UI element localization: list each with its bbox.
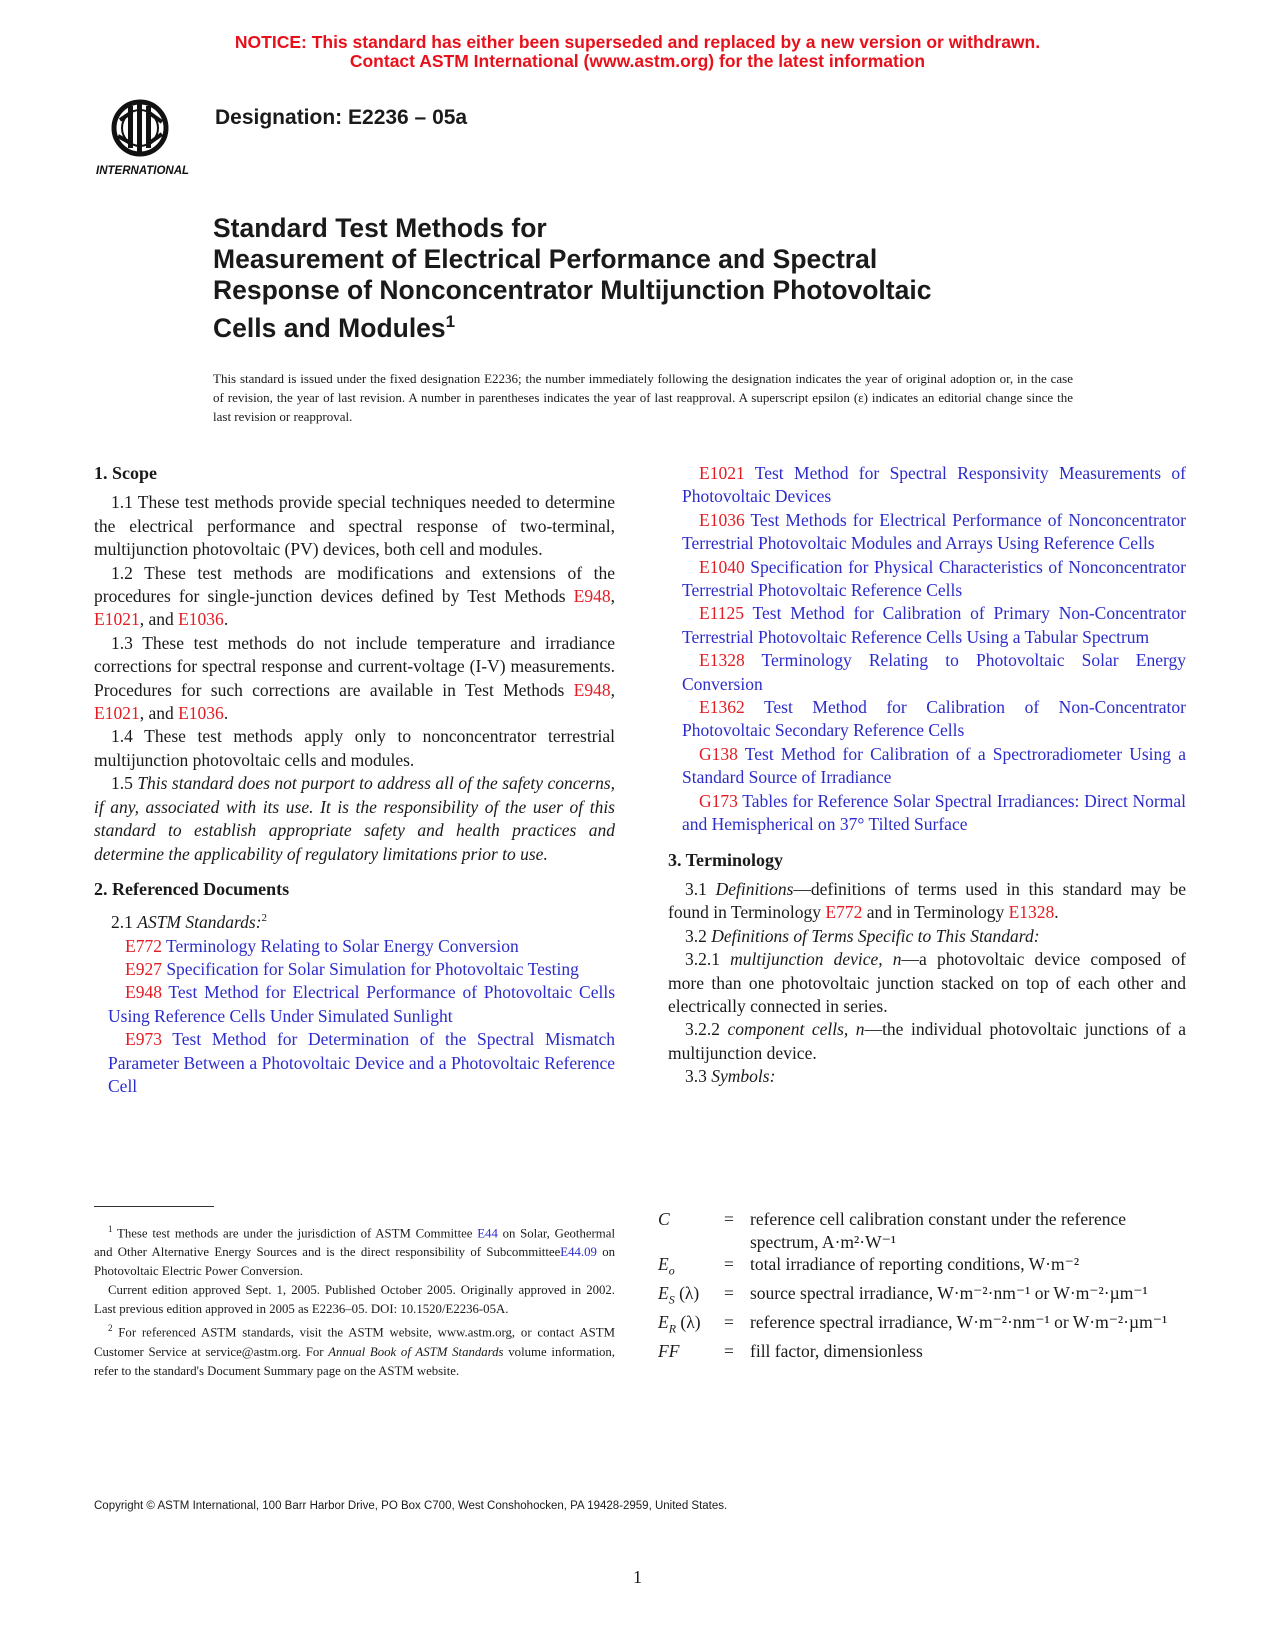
symbol-definition: fill factor, dimensionless <box>750 1341 923 1361</box>
symbol-equals: = <box>724 1283 734 1303</box>
symbol-definition: total irradiance of reporting conditions, W·m⁻² <box>750 1254 1080 1274</box>
reference-title[interactable]: Test Method for Electrical Performance of Photovoltaic Cells Using Reference Cells Under Simulated Sunlight <box>108 982 616 1026</box>
section-referenced-heading: 2. Referenced Documents <box>94 878 290 899</box>
footnotes <box>94 1220 615 1381</box>
reference-code[interactable]: E772 <box>125 935 162 956</box>
reference-item[interactable] <box>668 462 1186 509</box>
symbol-row <box>658 1311 1188 1340</box>
reference-code[interactable]: E1040 <box>699 556 745 577</box>
footnote-2: $^2$ For referenced ASTM standards, visit the ASTM website, www.astm.org, or contact ASTM Customer Service at service@astm.org. For Annual Book of ASTM Standards volume information, refer to the standard's Document Summary page on the ASTM website. <box>94 1323 616 1378</box>
reference-item[interactable] <box>668 649 1186 696</box>
reference-title[interactable]: Tables for Reference Solar Spectral Irradiances: Direct Normal and Hemispherical on 37° Tilted Surface <box>682 790 1186 835</box>
symbol-row <box>658 1282 1188 1311</box>
right-column <box>668 462 1186 1089</box>
reference-title[interactable]: Terminology Relating to Photovoltaic Solar Energy Conversion <box>682 650 1186 694</box>
reference-list-right <box>668 462 1186 837</box>
symbols-list <box>658 1208 1188 1369</box>
link-e1328[interactable]: E1328 <box>1008 902 1055 923</box>
reference-item[interactable] <box>668 743 1186 790</box>
section-scope-heading: 1. Scope <box>94 463 157 483</box>
symbol-equals: = <box>724 1312 734 1332</box>
logo-wordmark: INTERNATIONAL <box>96 165 190 177</box>
designation: Designation: E2236 – 05a <box>215 106 468 129</box>
reference-code[interactable]: E1328 <box>699 650 745 671</box>
notice-line-1: NOTICE: This standard has either been superseded and replaced by a new version or withdrawn. <box>234 32 1041 52</box>
reference-code[interactable]: E1362 <box>699 697 745 718</box>
symbol-definition: reference spectral irradiance, W·m⁻²·nm⁻¹ or W·m⁻²·µm⁻¹ <box>750 1312 1168 1332</box>
footnote-1-edition: Current edition approved Sept. 1, 2005. Published October 2005. Originally approved in 2002. Last previous edition approved in 2005 as E2236–05. DOI: 10.1520/E2236-05A. <box>94 1283 615 1317</box>
withdrawal-notice <box>0 33 1275 71</box>
reference-code[interactable]: E1021 <box>699 463 745 483</box>
scope-1-5: 1.5 This standard does not purport to address all of the safety concerns, if any, associated with its use. It is the responsibility of the user of this standard to establish appropriate safety and health practices and determine the applicability of regulatory limitations prior to use. <box>94 773 616 864</box>
scope-1-4: 1.4 These test methods apply only to nonconcentrator terrestrial multijunction photovoltaic cells and modules. <box>94 726 615 770</box>
reference-item[interactable] <box>668 696 1186 743</box>
terminology-3-3: 3.3 Symbols: <box>685 1066 776 1087</box>
symbol-key: $E_o$ <box>658 1254 675 1278</box>
reference-code[interactable]: G173 <box>699 790 738 811</box>
reference-code[interactable]: E1036 <box>699 509 745 530</box>
symbol-row <box>658 1253 1188 1282</box>
symbol-key: $E_R$ (λ) <box>658 1312 701 1336</box>
link-e1021[interactable]: E1021 <box>94 609 140 630</box>
terminology-3-2-1: 3.2.1 multijunction device, n—a photovoltaic device composed of more than one photovoltaic junction stacked on top of each other and electrically connected in series. <box>668 949 1187 1016</box>
reference-item[interactable] <box>94 1028 615 1098</box>
terminology-3-1: 3.1 Definitions—definitions of terms used in this standard may be found in Terminology E772 and in Terminology E1328. <box>668 878 1187 923</box>
document-title <box>213 213 1113 344</box>
reference-title[interactable]: Test Method for Calibration of a Spectroradiometer Using a Standard Source of Irradiance <box>682 743 1186 788</box>
reference-code[interactable]: E973 <box>125 1029 162 1050</box>
reference-title[interactable]: Test Method for Calibration of Primary Non-Concentrator Terrestrial Photovoltaic Reference Cells Using a Tabular Spectrum <box>682 603 1187 647</box>
link-e1021[interactable]: E1021 <box>94 703 140 724</box>
reference-item[interactable] <box>668 509 1186 556</box>
symbol-definition: source spectral irradiance, W·m⁻²·nm⁻¹ or W·m⁻²·µm⁻¹ <box>750 1283 1148 1303</box>
link-e772[interactable]: E772 <box>825 902 863 923</box>
title-line-2: Measurement of Electrical Performance and Spectral <box>213 244 878 274</box>
page-number: 1 <box>633 1567 642 1587</box>
scope-1-2: 1.2 These test methods are modifications and extensions of the procedures for single-junction devices defined by Test Methods E948, E1021, and E1036. <box>94 562 615 630</box>
symbol-equals: = <box>724 1209 734 1229</box>
copyright: Copyright © ASTM International, 100 Barr Harbor Drive, PO Box C700, West Conshohocken, PA 19428-2959, United States. <box>94 1500 728 1512</box>
reference-item[interactable] <box>668 556 1186 603</box>
symbol-row <box>658 1340 1188 1369</box>
referenced-2-1: 2.1 ASTM Standards:$^2$ <box>111 912 268 933</box>
reference-code[interactable]: E948 <box>125 982 162 1003</box>
symbol-equals: = <box>724 1341 734 1361</box>
reference-title[interactable]: Test Method for Determination of the Spectral Mismatch Parameter Between a Photovoltaic Device and a Photovoltaic Reference Cell <box>108 1029 615 1096</box>
symbol-key: FF <box>658 1341 680 1361</box>
reference-title[interactable]: Test Method for Calibration of Non-Concentrator Photovoltaic Secondary Reference Cells <box>682 697 1187 741</box>
reference-item[interactable] <box>668 790 1186 837</box>
reference-title[interactable]: Test Methods for Electrical Performance of Nonconcentrator Terrestrial Photovoltaic Modules and Arrays Using Reference Cells <box>682 509 1186 554</box>
title-line-4: Cells and Modules <box>213 312 446 343</box>
symbol-equals: = <box>724 1254 734 1274</box>
link-e1036[interactable]: E1036 <box>178 609 224 630</box>
scope-1-3: 1.3 These test methods do not include temperature and irradiance corrections for spectral response and current-voltage (I-V) measurements. Procedures for such corrections are available in Test Methods E948, E1021, and E1036. <box>94 632 615 724</box>
title-footnote-mark: 1 <box>445 312 456 331</box>
footnote-1: $^1$ These test methods are under the jurisdiction of ASTM Committee E44 on Solar, Geothermal and Other Alternative Energy Sources and is the direct responsibility of SubcommitteeE44.09 on Photovoltaic Electric Power Conversion. <box>94 1224 615 1279</box>
title-line-1: Standard Test Methods for <box>213 213 547 243</box>
footnote-divider <box>94 1206 214 1207</box>
link-e1036[interactable]: E1036 <box>178 703 224 724</box>
title-line-3: Response of Nonconcentrator Multijunction Photovoltaic <box>213 275 932 305</box>
notice-line-2: Contact ASTM International (www.astm.org) for the latest information <box>349 51 926 71</box>
symbol-row <box>658 1208 1188 1253</box>
link-e44[interactable]: E44 <box>477 1226 498 1241</box>
astm-logo <box>92 92 202 182</box>
reference-title[interactable]: Test Method for Spectral Responsivity Measurements of Photovoltaic Devices <box>682 463 1186 507</box>
reference-title[interactable]: Specification for Solar Simulation for Photovoltaic Testing <box>166 958 579 979</box>
reference-title[interactable]: Terminology Relating to Solar Energy Conversion <box>166 935 519 956</box>
reference-item[interactable] <box>94 935 615 958</box>
symbol-definition: reference cell calibration constant under the reference spectrum, A·m²·W⁻¹ <box>750 1209 1127 1252</box>
terminology-3-2: 3.2 Definitions of Terms Specific to This Standard: <box>685 925 1040 946</box>
reference-item[interactable] <box>94 981 615 1028</box>
symbol-key: $E_S$ (λ) <box>658 1283 700 1307</box>
symbol-key: C <box>658 1209 670 1229</box>
reference-title[interactable]: Specification for Physical Characteristics of Nonconcentrator Terrestrial Photovoltaic Reference Cells <box>682 556 1187 601</box>
reference-code[interactable]: E927 <box>125 958 162 979</box>
section-terminology-heading: 3. Terminology <box>668 849 784 870</box>
reference-code[interactable]: G138 <box>699 743 738 764</box>
link-e948[interactable]: E948 <box>573 679 611 700</box>
terminology-3-2-2: 3.2.2 component cells, n—the individual photovoltaic junctions of a multijunction device. <box>668 1019 1187 1063</box>
reference-code[interactable]: E1125 <box>699 603 745 624</box>
reference-item[interactable] <box>668 602 1186 649</box>
reference-item[interactable] <box>94 958 615 981</box>
link-e948[interactable]: E948 <box>573 586 611 607</box>
left-column <box>94 462 615 1098</box>
reference-list-left <box>94 935 615 1099</box>
scope-1-1: 1.1 These test methods provide special techniques needed to determine the electrical performance and spectral response of two-terminal, multijunction photovoltaic (PV) devices, both cell and modules. <box>94 492 615 560</box>
link-e44-09[interactable]: E44.09 <box>560 1245 597 1260</box>
issue-note: This standard is issued under the fixed designation E2236; the number immediately following the designation indicates the year of original adoption or, in the case of revision, the year of last revision. A number in parentheses indicates the year of last reapproval. A superscript epsilon (ε) indicates an editorial change since the last revision or reapproval. <box>213 371 1073 424</box>
